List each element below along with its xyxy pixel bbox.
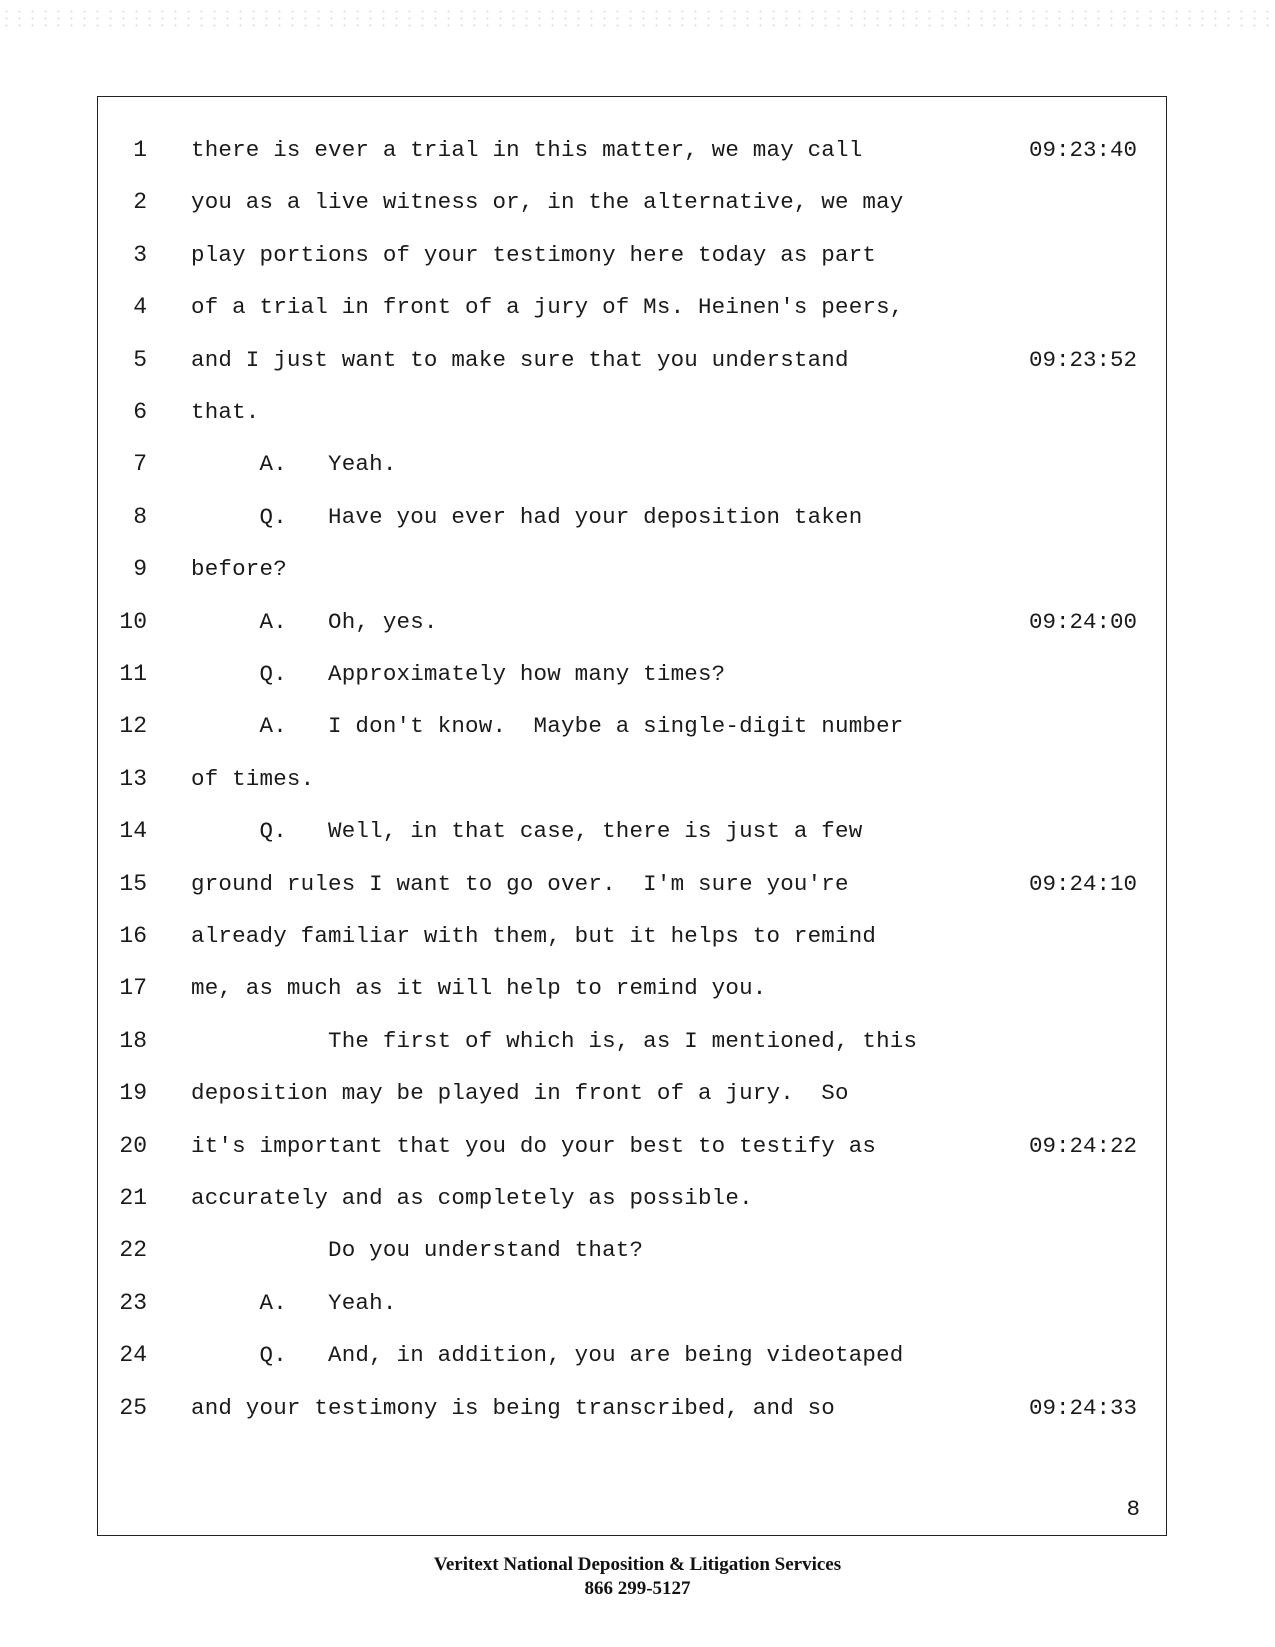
line-number: 12 (119, 713, 147, 740)
line-number: 2 (133, 189, 147, 216)
transcript-line (97, 287, 1167, 327)
line-number: 21 (119, 1185, 147, 1211)
line-number: 17 (119, 975, 147, 1002)
timestamp: 09:24:00 (1028, 608, 1137, 635)
transcript-line (97, 1178, 1167, 1218)
line-number: 5 (133, 346, 147, 373)
line-number: 25 (119, 1394, 147, 1421)
scan-artifact-strip (0, 8, 1275, 28)
line-text: Q. Have you ever had your deposition taken (191, 503, 863, 530)
transcript-line (97, 654, 1167, 694)
line-number: 16 (119, 923, 147, 949)
line-text: and I just want to make sure that you understand (191, 346, 849, 373)
line-number: 1 (133, 137, 147, 163)
line-text: ground rules I want to go over. I'm sure you're (191, 870, 849, 897)
transcript-line (97, 968, 1167, 1008)
transcript-line (97, 811, 1167, 851)
page-number: 8 (1126, 1496, 1140, 1522)
line-text: already familiar with them, but it helps to remind (191, 923, 877, 949)
footer (0, 1553, 1275, 1601)
transcript-line (97, 1230, 1167, 1270)
transcript-line (97, 130, 1167, 170)
transcript-line (97, 759, 1167, 799)
line-text: of times. (191, 765, 315, 792)
line-number: 13 (119, 765, 147, 792)
timestamp: 09:24:22 (1028, 1132, 1137, 1159)
transcript-line (97, 1021, 1167, 1061)
line-number: 9 (133, 556, 147, 583)
transcript-line (97, 602, 1167, 642)
line-number: 7 (133, 451, 147, 478)
line-text: it's important that you do your best to testify as (191, 1132, 877, 1159)
footer-phone: 866 299-5127 (584, 1578, 691, 1599)
line-text: accurately and as completely as possible. (191, 1185, 753, 1211)
transcript-line (97, 549, 1167, 589)
line-text: A. Oh, yes. (191, 608, 438, 635)
line-text: there is ever a trial in this matter, we may call (191, 137, 863, 163)
line-text: of a trial in front of a jury of Ms. Heinen's peers, (191, 294, 904, 321)
line-text: A. I don't know. Maybe a single-digit number (191, 713, 904, 740)
line-text: that. (191, 399, 260, 425)
line-text: before? (191, 556, 287, 583)
line-text: Q. And, in addition, you are being videotaped (191, 1342, 904, 1369)
transcript-line (97, 340, 1167, 380)
transcript-line (97, 497, 1167, 537)
transcript-line (97, 1335, 1167, 1375)
transcript-line (97, 864, 1167, 904)
line-text: Q. Approximately how many times? (191, 661, 726, 687)
line-text: Do you understand that? (191, 1237, 644, 1264)
line-number: 19 (119, 1080, 147, 1107)
line-text: A. Yeah. (191, 1289, 397, 1316)
line-number: 4 (133, 294, 147, 321)
line-number: 24 (119, 1342, 147, 1369)
line-text: play portions of your testimony here today as part (191, 241, 877, 268)
transcript-line (97, 1283, 1167, 1323)
timestamp: 09:24:33 (1028, 1394, 1137, 1421)
line-number: 20 (119, 1132, 147, 1159)
transcript-line (97, 235, 1167, 275)
transcript-line (97, 916, 1167, 956)
line-text: The first of which is, as I mentioned, this (191, 1027, 918, 1054)
line-text: A. Yeah. (191, 451, 397, 478)
transcript-line (97, 392, 1167, 432)
line-text: and your testimony is being transcribed, and so (191, 1394, 836, 1421)
timestamp: 09:24:10 (1028, 870, 1137, 897)
transcript-line (97, 444, 1167, 484)
line-text: you as a live witness or, in the alternative, we may (191, 189, 904, 216)
line-number: 22 (119, 1237, 147, 1264)
line-text: deposition may be played in front of a jury. So (191, 1080, 849, 1107)
transcript-line (97, 1126, 1167, 1166)
line-text: Q. Well, in that case, there is just a few (191, 818, 863, 845)
timestamp: 09:23:40 (1028, 137, 1137, 163)
line-number: 18 (119, 1027, 147, 1054)
line-number: 23 (119, 1289, 147, 1316)
line-number: 11 (119, 661, 147, 687)
footer-company: Veritext National Deposition & Litigation Services (433, 1554, 842, 1575)
line-text: me, as much as it will help to remind you. (191, 975, 767, 1002)
line-number: 14 (119, 818, 147, 845)
line-number: 3 (133, 241, 147, 268)
line-number: 15 (119, 870, 147, 897)
transcript-line (97, 1388, 1167, 1428)
transcript-line (97, 706, 1167, 746)
line-number: 6 (133, 399, 147, 425)
transcript-line (97, 1073, 1167, 1113)
transcript-line (97, 182, 1167, 222)
timestamp: 09:23:52 (1028, 346, 1137, 373)
line-number: 10 (119, 608, 147, 635)
line-number: 8 (133, 503, 147, 530)
